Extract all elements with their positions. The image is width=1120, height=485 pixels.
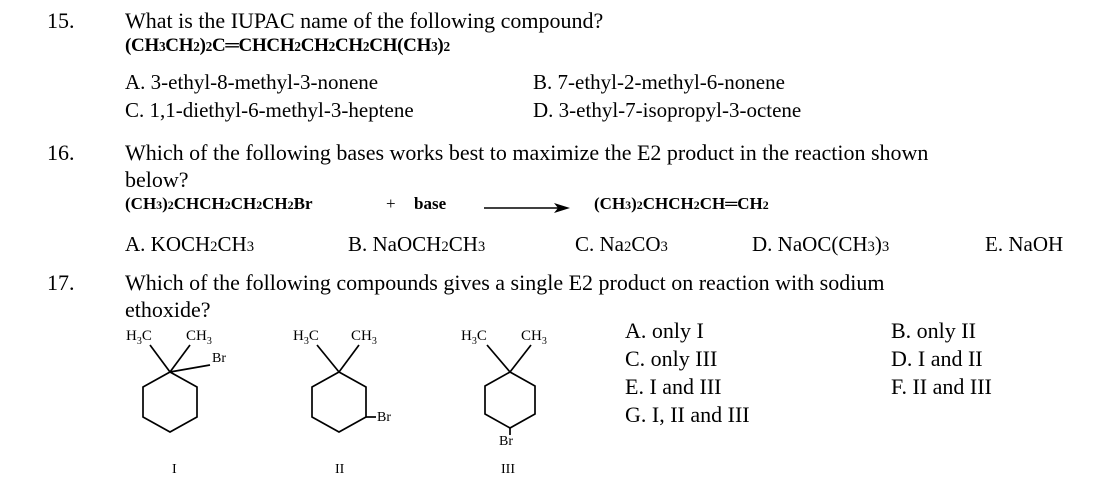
structure-i-bromine: Br — [212, 351, 226, 366]
structure-ii-right-group: $CH_3$ — [351, 328, 377, 347]
question-17-stem-line1: Which of the following compounds gives a single E2 product on reaction with sodium — [125, 270, 885, 295]
structure-ii-bromine: Br — [377, 410, 391, 425]
question-15-option-a[interactable]: A. 3-ethyl-8-methyl-3-nonene — [125, 70, 379, 94]
structure-i-left-group: $H_3C$ — [126, 328, 152, 347]
question-15-stem: What is the IUPAC name of the following compound? — [125, 8, 604, 33]
question-16-option-b[interactable]: B. $NaOCH_2CH_3$ — [348, 232, 486, 256]
question-17-option-e[interactable]: E. I and III — [625, 374, 722, 399]
question-16-product: $(CH_3)_2CHCH_2CH═CH_2$ — [594, 194, 769, 213]
question-16-option-d[interactable]: D. $NaOC(CH_3)_3$ — [752, 232, 890, 256]
question-16-stem-line1: Which of the following bases works best to maximize the E2 product in the reaction shown — [125, 140, 929, 165]
question-17-option-f[interactable]: F. II and III — [891, 374, 992, 399]
question-15-option-c[interactable]: C. 1,1-diethyl-6-methyl-3-heptene — [125, 98, 414, 122]
question-17-option-a[interactable]: A. only I — [625, 318, 704, 343]
question-17-stem-line2: ethoxide? — [125, 297, 211, 322]
question-15-option-b[interactable]: B. 7-ethyl-2-methyl-6-nonene — [533, 70, 785, 94]
question-17-option-d[interactable]: D. I and II — [891, 346, 983, 371]
reaction-arrow-icon — [484, 201, 570, 215]
structure-iii — [455, 320, 585, 480]
structure-ii — [287, 320, 417, 480]
question-15-option-d[interactable]: D. 3-ethyl-7-isopropyl-3-octene — [533, 98, 802, 122]
structure-iii-bromine: Br — [499, 434, 513, 449]
question-16-option-a[interactable]: A. $KOCH_2CH_3$ — [125, 232, 255, 256]
question-16-option-c[interactable]: C. $Na_2CO_3$ — [575, 232, 668, 256]
question-15-number: 15. — [47, 8, 75, 33]
question-17-option-c[interactable]: C. only III — [625, 346, 718, 371]
structure-iii-left-group: $H_3C$ — [461, 328, 487, 347]
question-16-reagent: base — [414, 194, 447, 213]
question-16-plus-sign: + — [386, 194, 396, 213]
question-17-option-g[interactable]: G. I, II and III — [625, 402, 750, 427]
question-17-option-b[interactable]: B. only II — [891, 318, 976, 343]
question-16-stem-line2: below? — [125, 167, 189, 192]
structure-iii-right-group: $CH_3$ — [521, 328, 547, 347]
structure-i-numeral: I — [172, 462, 177, 477]
structure-ii-numeral: II — [335, 462, 345, 477]
structure-ii-left-group: $H_3C$ — [293, 328, 319, 347]
question-15-formula: $(CH_3CH_2)_2C═CHCH_2CH_2CH_2CH(CH_3)_2$ — [125, 35, 450, 56]
question-16-option-e[interactable]: E. NaOH — [985, 232, 1064, 256]
structure-i-right-group: $CH_3$ — [186, 328, 212, 347]
question-16-reactant: $(CH_3)_2CHCH_2CH_2CH_2Br$ — [125, 194, 313, 213]
structure-i — [120, 320, 250, 480]
question-16-number: 16. — [47, 140, 75, 165]
structure-iii-numeral: III — [501, 462, 515, 477]
question-17-number: 17. — [47, 270, 75, 295]
